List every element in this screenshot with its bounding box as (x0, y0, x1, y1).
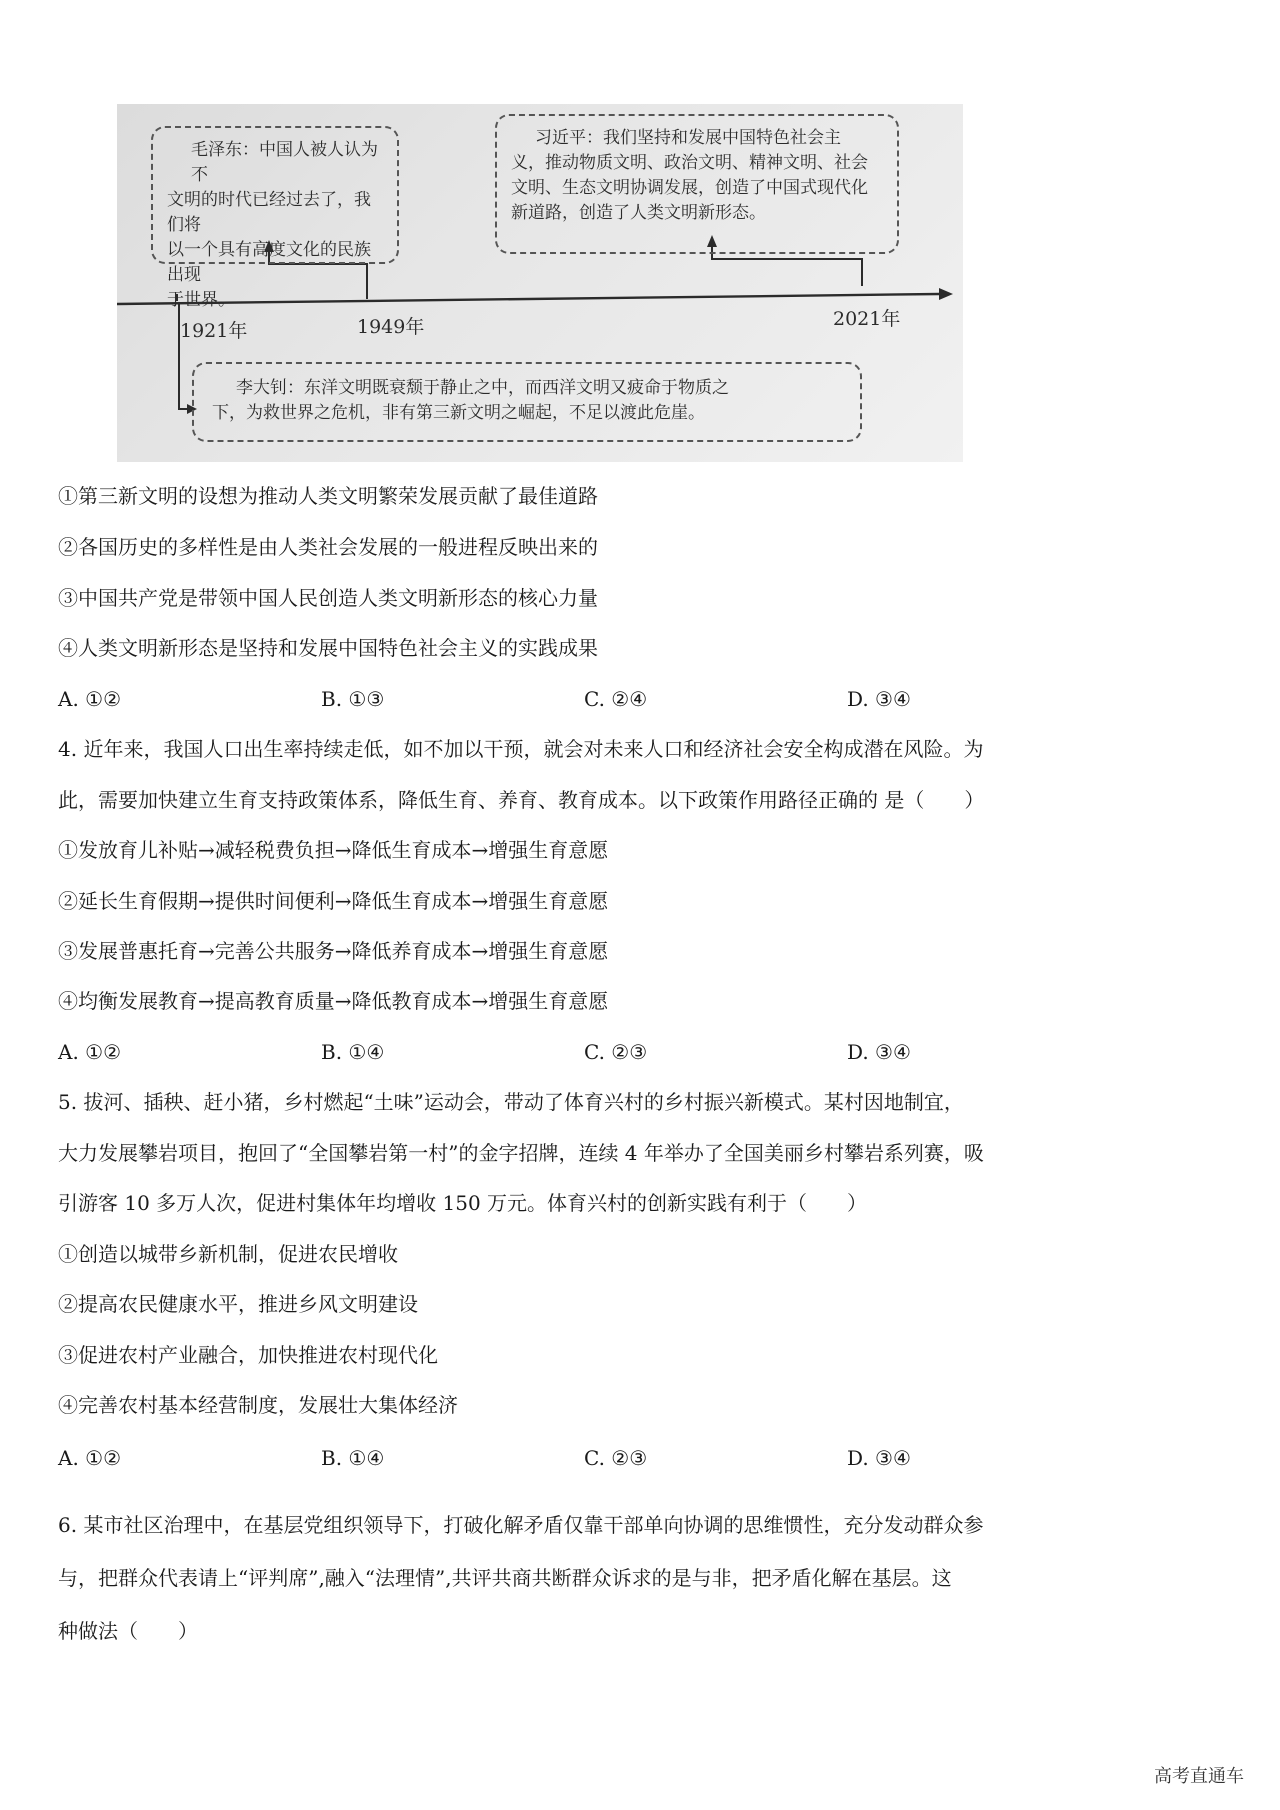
q5-stem-line-2: 大力发展攀岩项目，抱回了“全国攀岩第一村”的金字招牌，连续 4 年举办了全国美丽乡村攀岩系列赛，吸 (58, 1141, 984, 1165)
q3-option-c: C. ②④ (584, 687, 648, 711)
q3-option-d: D. ③④ (847, 687, 911, 711)
q5-stem-line-1: 5. 拔河、插秧、赶小猪，乡村燃起“土味”运动会，带动了体育兴村的乡村振兴新模式。某村因地制宜， (58, 1090, 964, 1114)
q4-item-2: ②延长生育假期→提供时间便利→降低生育成本→增强生育意愿 (58, 889, 609, 913)
q4-item-1: ①发放育儿补贴→减轻税费负担→降低生育成本→增强生育意愿 (58, 838, 609, 862)
q3-option-a: A. ①② (58, 687, 122, 711)
q6-stem-line-1: 6. 某市社区治理中，在基层党组织领导下，打破化解矛盾仅靠干部单向协调的思维惯性，充分发动群众参 (58, 1513, 984, 1537)
q4-item-4: ④均衡发展教育→提高教育质量→降低教育成本→增强生育意愿 (58, 989, 609, 1013)
mao-quote-box (151, 126, 399, 310)
mao-quote-line: 文明的时代已经过去了，我们将 (167, 190, 371, 235)
q5-item-1: ①创造以城带乡新机制，促进农民增收 (58, 1242, 398, 1266)
q4-option-b: B. ①④ (321, 1040, 385, 1064)
q3-options (58, 687, 1143, 711)
xi-quote-line: 义，推动物质文明、政治文明、精神文明、社会 (511, 153, 868, 173)
q4-option-c: C. ②③ (584, 1040, 648, 1064)
xi-quote-line: 文明、生态文明协调发展，创造了中国式现代化 (511, 178, 868, 198)
year-2021: 2021年 (833, 308, 901, 330)
q4-options (58, 1040, 1143, 1064)
xi-quote-box (495, 114, 899, 254)
q5-option-b: B. ①④ (321, 1446, 385, 1470)
q5-option-c: C. ②③ (584, 1446, 648, 1470)
xi-quote-line: 习近平：我们坚持和发展中国特色社会主 (535, 128, 841, 148)
q4-stem-line-2: 此，需要加快建立生育支持政策体系，降低生育、养育、教育成本。以下政策作用路径正确的 是（ ） (58, 788, 985, 812)
q3-item-3: ③中国共产党是带领中国人民创造人类文明新形态的核心力量 (58, 586, 598, 610)
q6-stem-line-2: 与，把群众代表请上“评判席”,融入“法理情”,共评共商共断群众诉求的是与非，把矛盾化解在基层。这 (58, 1566, 952, 1590)
year-1949: 1949年 (357, 316, 425, 338)
timeline-figure (117, 104, 963, 462)
q6-stem-line-3: 种做法（ ） (58, 1619, 198, 1643)
mao-quote-line: 以一个具有高度文化的民族出现 (167, 240, 371, 285)
q3-option-b: B. ①③ (321, 687, 385, 711)
q5-options (58, 1446, 1143, 1470)
watermark: 高考直通车 (1154, 1766, 1244, 1787)
q3-item-4: ④人类文明新形态是坚持和发展中国特色社会主义的实践成果 (58, 636, 598, 660)
q4-option-d: D. ③④ (847, 1040, 911, 1064)
q3-item-1: ①第三新文明的设想为推动人类文明繁荣发展贡献了最佳道路 (58, 484, 598, 508)
li-quote-line: 下，为救世界之危机，非有第三新文明之崛起，不足以渡此危崖。 (212, 403, 705, 423)
li-quote-box (192, 362, 862, 442)
mao-quote-line: 于世界。 (167, 290, 235, 310)
q4-item-3: ③发展普惠托育→完善公共服务→降低养育成本→增强生育意愿 (58, 939, 609, 963)
q5-stem-line-3: 引游客 10 多万人次，促进村集体年均增收 150 万元。体育兴村的创新实践有利于（ ） (58, 1191, 868, 1215)
q5-item-3: ③促进农村产业融合，加快推进农村现代化 (58, 1343, 438, 1367)
q5-item-2: ②提高农民健康水平，推进乡风文明建设 (58, 1292, 418, 1316)
q4-option-a: A. ①② (58, 1040, 122, 1064)
q5-option-d: D. ③④ (847, 1446, 911, 1470)
mao-quote-line: 毛泽东：中国人被人认为不 (191, 140, 378, 185)
li-quote-line: 李大钊：东洋文明既衰颓于静止之中，而西洋文明又疲命于物质之 (236, 378, 729, 398)
q4-stem-line-1: 4. 近年来，我国人口出生率持续走低，如不加以干预，就会对未来人口和经济社会安全构成潜在风险。为 (58, 737, 984, 761)
q3-item-2: ②各国历史的多样性是由人类社会发展的一般进程反映出来的 (58, 535, 598, 559)
year-1921: 1921年 (180, 320, 248, 342)
q5-option-a: A. ①② (58, 1446, 122, 1470)
q5-item-4: ④完善农村基本经营制度，发展壮大集体经济 (58, 1393, 458, 1417)
xi-quote-line: 新道路，创造了人类文明新形态。 (511, 203, 766, 223)
